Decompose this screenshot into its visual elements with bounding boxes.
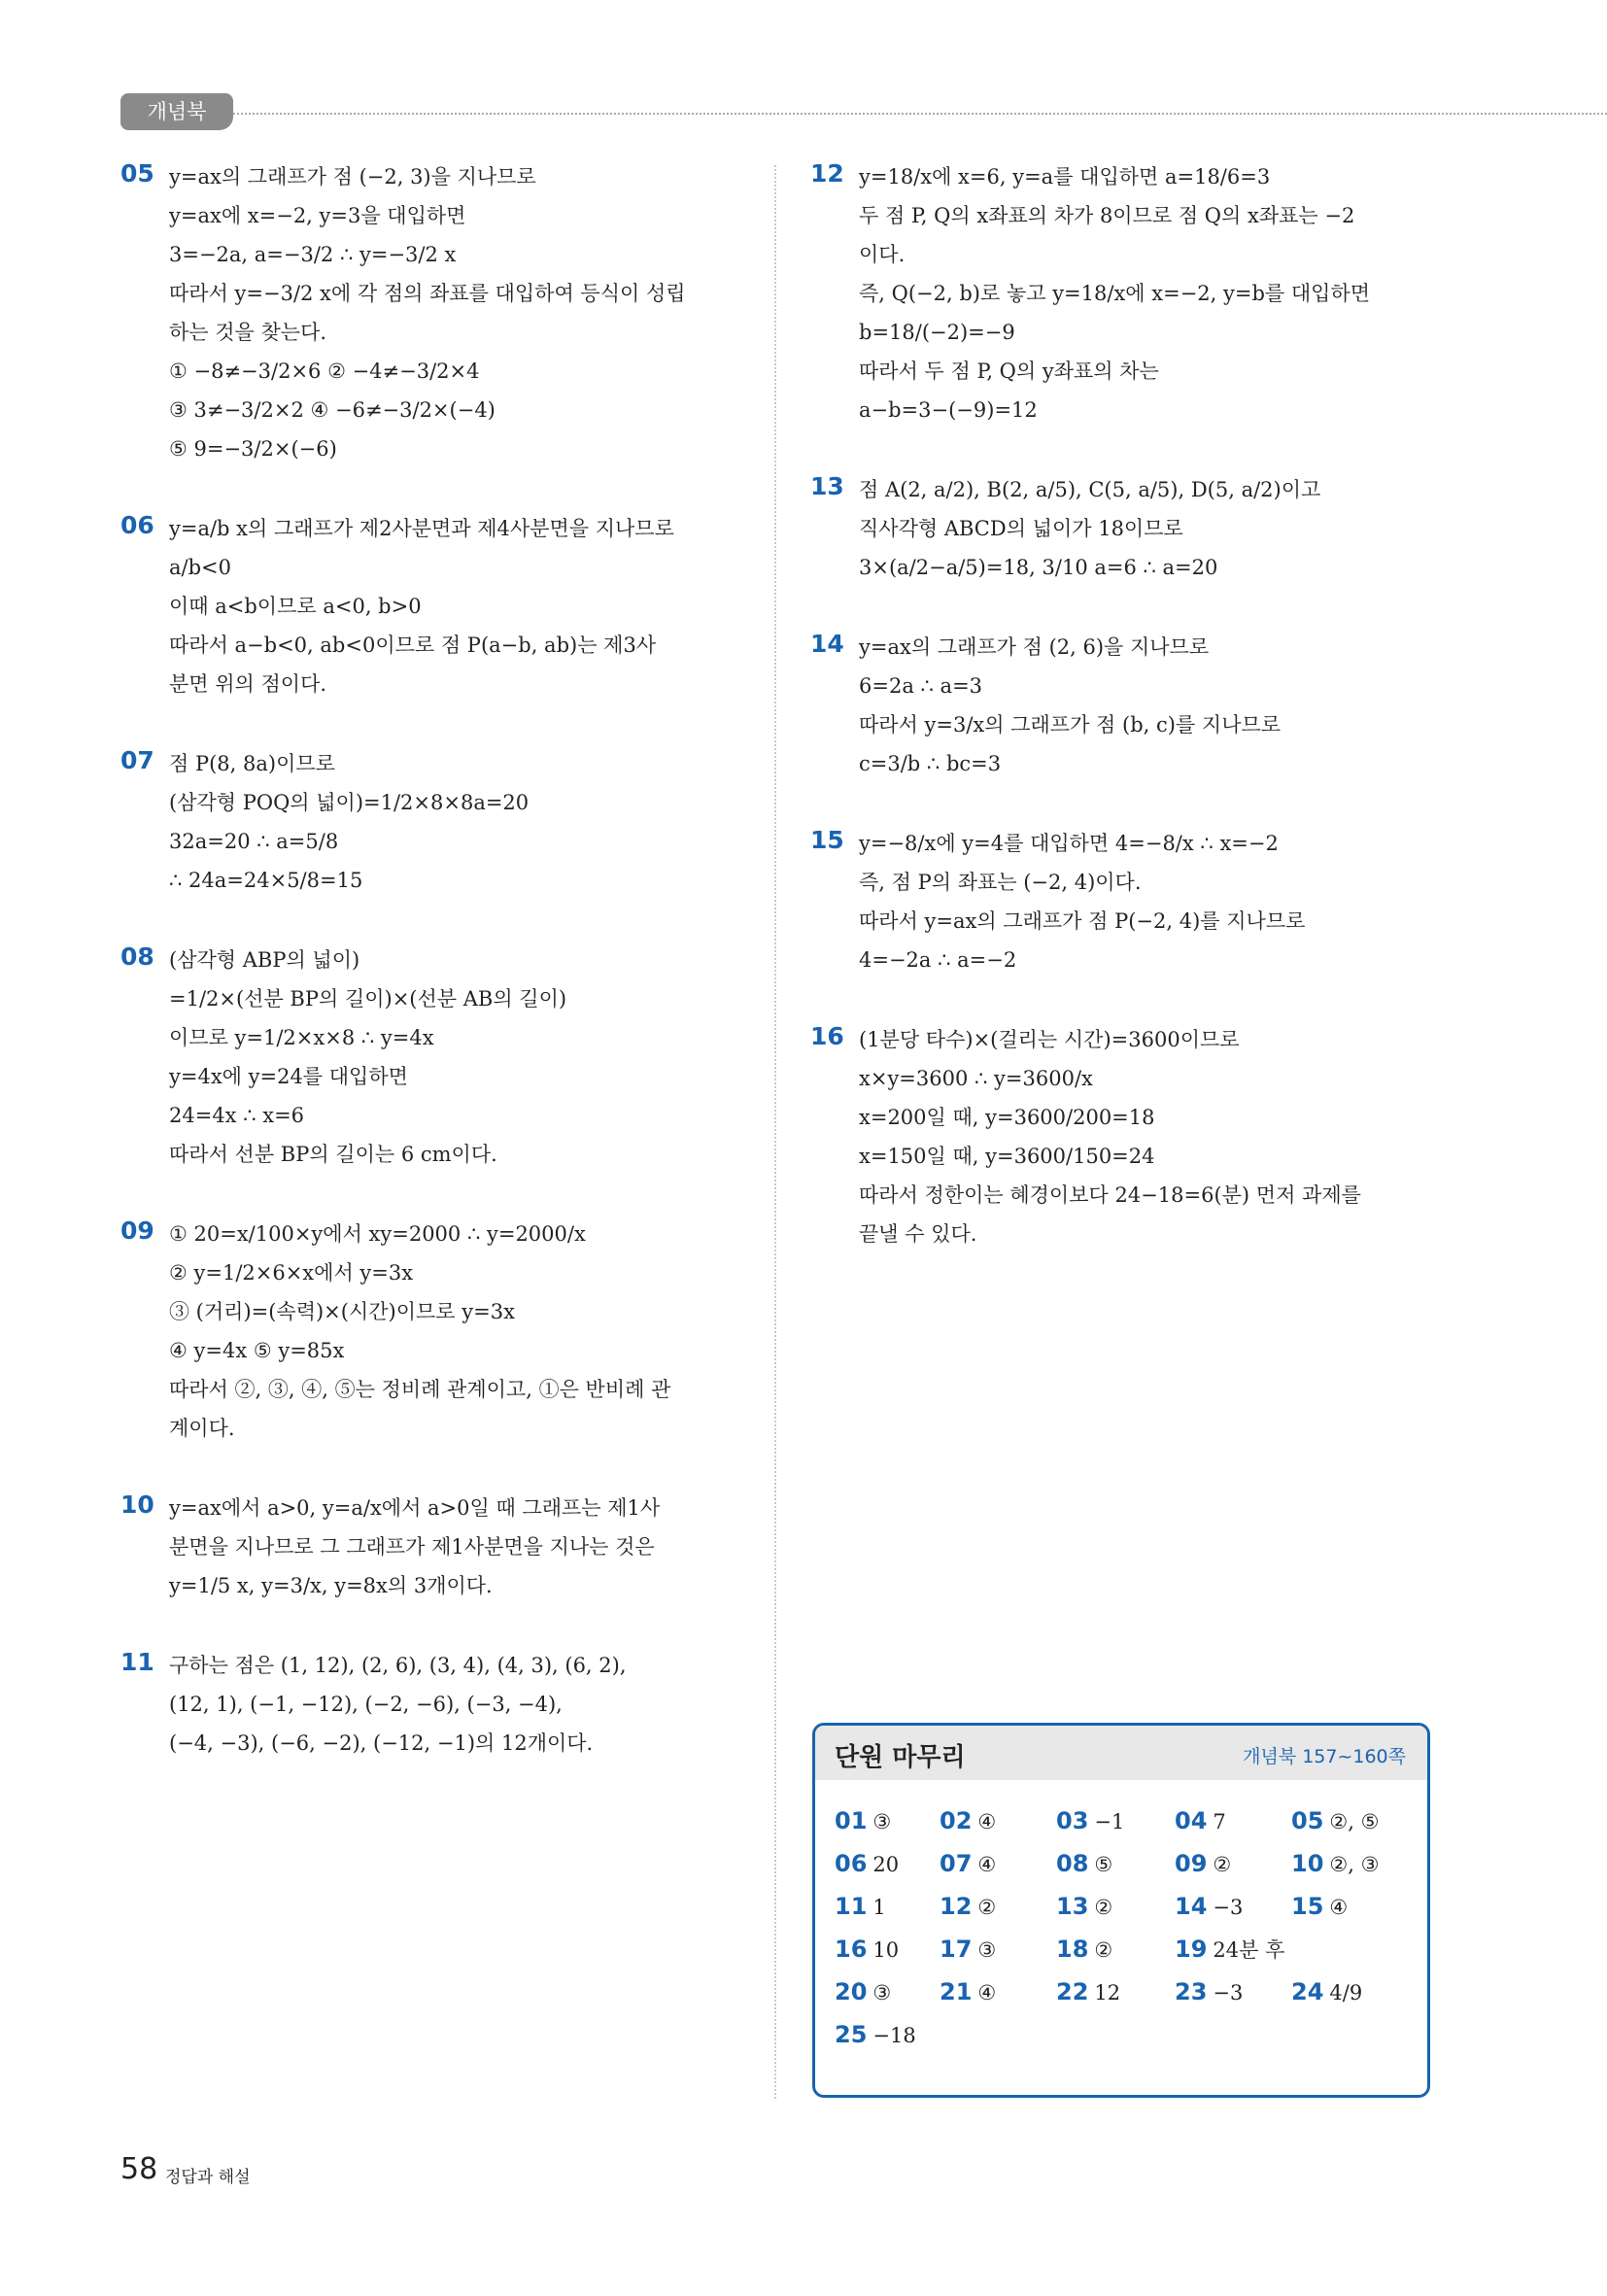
answer-value: ② (1094, 1896, 1113, 1919)
solution-line: 3=−2a, a=−3/2 ∴ y=−3/2 x (169, 243, 457, 266)
answer-value: −3 (1213, 1896, 1244, 1919)
solution-line: 따라서 두 점 P, Q의 y좌표의 차는 (859, 360, 1159, 383)
solution-line: 24=4x ∴ x=6 (169, 1104, 305, 1127)
problem-06 (120, 509, 742, 703)
solution-line: 구하는 점은 (1, 12), (2, 6), (3, 4), (4, 3), (6, 2), (169, 1654, 627, 1677)
answer-number: 16 (835, 1936, 868, 1963)
answer-value: 1 (872, 1896, 886, 1919)
solution-line: 점 P(8, 8a)이므로 (169, 752, 335, 775)
answer-item (1056, 1801, 1124, 1841)
right-column (810, 157, 1432, 1294)
header-rule (233, 113, 1607, 115)
answer-value: 20 (872, 1853, 900, 1876)
answer-item (835, 1930, 899, 1970)
answer-item (1175, 1930, 1284, 1970)
answer-box-title: 단원 마무리 (835, 1743, 966, 1772)
answer-number: 02 (940, 1807, 973, 1834)
solution-line: 6=2a ∴ a=3 (859, 674, 983, 698)
answer-row (835, 1844, 1418, 1887)
solution-line: 따라서 정한이는 혜경이보다 24−18=6(분) 먼저 과제를 (859, 1183, 1361, 1207)
book-section-tab: 개념북 (120, 93, 233, 130)
answer-number: 10 (1291, 1850, 1324, 1877)
answer-number: 19 (1175, 1936, 1208, 1963)
problem-08 (120, 941, 742, 1174)
solution-line: 직사각형 ABCD의 넓이가 18이므로 (859, 517, 1183, 540)
problem-12 (810, 157, 1432, 429)
solution-line: 이다. (859, 243, 906, 266)
unit-review-answer-box (812, 1723, 1430, 2098)
column-divider (774, 165, 776, 2099)
answer-value: ④ (977, 1810, 997, 1833)
answer-value: ②, ⑤ (1329, 1810, 1380, 1833)
problem-07 (120, 744, 742, 900)
problem-10 (120, 1489, 742, 1605)
answer-box-page-reference: 개념북 157~160쪽 (1243, 1746, 1406, 1767)
answer-value: ④ (977, 1981, 997, 2005)
problem-number: 11 (120, 1648, 154, 1676)
answer-value: ② (1094, 1938, 1113, 1962)
answer-grid (835, 1801, 1418, 2058)
solution-line: (12, 1), (−1, −12), (−2, −6), (−3, −4), (169, 1693, 563, 1716)
page-number: 58 (120, 2152, 158, 2186)
answer-value: −3 (1213, 1981, 1244, 2005)
problem-09 (120, 1215, 742, 1448)
answer-value: ② (977, 1896, 997, 1919)
solution-line: 따라서 ②, ③, ④, ⑤는 정비례 관계이고, ①은 반비례 관 (169, 1378, 671, 1401)
solution-line: 분면 위의 점이다. (169, 672, 327, 696)
solution-line: y=ax의 그래프가 점 (−2, 3)을 지나므로 (169, 165, 536, 188)
solution-line: =1/2×(선분 BP의 길이)×(선분 AB의 길이) (169, 987, 567, 1011)
solution-line: b=18/(−2)=−9 (859, 321, 1015, 344)
answer-box-header (815, 1726, 1427, 1780)
answer-item (1175, 1844, 1231, 1884)
solution-line: ③ (거리)=(속력)×(시간)이므로 y=3x (169, 1300, 515, 1323)
problem-number: 06 (120, 511, 154, 539)
answer-number: 05 (1291, 1807, 1324, 1834)
problem-number: 07 (120, 746, 154, 774)
solution-line: y=a/b x의 그래프가 제2사분면과 제4사분면을 지나므로 (169, 517, 674, 540)
answer-number: 04 (1175, 1807, 1208, 1834)
footer-label: 정답과 해설 (165, 2168, 251, 2187)
answer-item (835, 1801, 891, 1841)
answer-item (940, 1801, 996, 1841)
solution-line: y=18/x에 x=6, y=a를 대입하면 a=18/6=3 (859, 165, 1271, 188)
answer-number: 12 (940, 1893, 973, 1920)
answer-item (1175, 1887, 1243, 1927)
problem-number: 13 (810, 472, 844, 500)
answer-item (835, 1972, 891, 2012)
answer-number: 23 (1175, 1978, 1208, 2005)
answer-number: 21 (940, 1978, 973, 2005)
answer-item (1056, 1930, 1112, 1970)
answer-item (940, 1972, 996, 2012)
answer-number: 20 (835, 1978, 868, 2005)
solution-line: a−b=3−(−9)=12 (859, 398, 1038, 422)
solution-line: 3×(a/2−a/5)=18, 3/10 a=6 ∴ a=20 (859, 556, 1218, 579)
solution-line: ∴ 24a=24×5/8=15 (169, 869, 363, 892)
problem-number: 14 (810, 630, 844, 658)
answer-number: 25 (835, 2021, 868, 2048)
answer-number: 11 (835, 1893, 868, 1920)
answer-item (835, 1887, 886, 1927)
problem-number: 05 (120, 159, 154, 188)
answer-number: 14 (1175, 1893, 1208, 1920)
problem-15 (810, 824, 1432, 979)
left-column (120, 157, 742, 1803)
solution-line: x=150일 때, y=3600/150=24 (859, 1145, 1155, 1168)
solution-line: 이때 a<b이므로 a<0, b>0 (169, 595, 422, 618)
solution-line: ③ 3≠−3/2×2 ④ −6≠−3/2×(−4) (169, 398, 496, 422)
answer-number: 13 (1056, 1893, 1089, 1920)
answer-value: ② (1213, 1853, 1232, 1876)
problem-number: 16 (810, 1022, 844, 1050)
solution-line: (삼각형 POQ의 넓이)=1/2×8×8a=20 (169, 791, 530, 814)
solution-line: 이므로 y=1/2×x×8 ∴ y=4x (169, 1026, 434, 1049)
solution-line: y=−8/x에 y=4를 대입하면 4=−8/x ∴ x=−2 (859, 832, 1279, 855)
answer-value: 10 (872, 1938, 900, 1962)
problem-11 (120, 1646, 742, 1763)
answer-value: ④ (1329, 1896, 1349, 1919)
solution-line: 4=−2a ∴ a=−2 (859, 948, 1017, 972)
answer-value: ②, ③ (1329, 1853, 1380, 1876)
answer-value: 12 (1094, 1981, 1121, 2005)
answer-item (835, 2015, 916, 2055)
answer-row (835, 1801, 1418, 1844)
answer-item (940, 1844, 996, 1884)
answer-item (940, 1930, 996, 1970)
answer-value: ③ (872, 1981, 892, 2005)
solution-line: 따라서 y=ax의 그래프가 점 P(−2, 4)를 지나므로 (859, 909, 1306, 933)
solution-line: x×y=3600 ∴ y=3600/x (859, 1067, 1093, 1090)
answer-row (835, 1887, 1418, 1930)
answer-value: 7 (1213, 1810, 1226, 1833)
solution-line: y=ax의 그래프가 점 (2, 6)을 지나므로 (859, 635, 1210, 659)
answer-number: 18 (1056, 1936, 1089, 1963)
answer-row (835, 1930, 1418, 1972)
solution-line: 분면을 지나므로 그 그래프가 제1사분면을 지나는 것은 (169, 1535, 655, 1559)
problem-number: 15 (810, 826, 844, 854)
answer-item (1056, 1972, 1120, 2012)
problem-number: 08 (120, 942, 154, 971)
answer-item (1175, 1972, 1243, 2012)
answer-number: 22 (1056, 1978, 1089, 2005)
solution-line: ⑤ 9=−3/2×(−6) (169, 437, 337, 461)
solution-line: c=3/b ∴ bc=3 (859, 752, 1002, 775)
solution-line: 따라서 y=3/x의 그래프가 점 (b, c)를 지나므로 (859, 713, 1282, 737)
solution-line: y=ax에 x=−2, y=3을 대입하면 (169, 204, 466, 227)
solution-line: ① −8≠−3/2×6 ② −4≠−3/2×4 (169, 360, 480, 383)
answer-number: 17 (940, 1936, 973, 1963)
answer-item (1291, 1844, 1379, 1884)
answer-number: 08 (1056, 1850, 1089, 1877)
answer-item (1056, 1844, 1112, 1884)
solution-line: 점 A(2, a/2), B(2, a/5), C(5, a/5), D(5, a/2)이고 (859, 478, 1321, 501)
answer-number: 15 (1291, 1893, 1324, 1920)
solution-line: 계이다. (169, 1417, 235, 1440)
solution-line: 따라서 a−b<0, ab<0이므로 점 P(a−b, ab)는 제3사 (169, 634, 657, 657)
solution-line: ④ y=4x ⑤ y=85x (169, 1339, 345, 1362)
solution-line: 즉, 점 P의 좌표는 (−2, 4)이다. (859, 871, 1142, 894)
answer-number: 03 (1056, 1807, 1089, 1834)
answer-number: 01 (835, 1807, 868, 1834)
solution-line: y=ax에서 a>0, y=a/x에서 a>0일 때 그래프는 제1사 (169, 1496, 661, 1520)
answer-number: 06 (835, 1850, 868, 1877)
answer-value: 4/9 (1329, 1981, 1363, 2005)
problem-number: 09 (120, 1217, 154, 1245)
solution-line: 두 점 P, Q의 x좌표의 차가 8이므로 점 Q의 x좌표는 −2 (859, 204, 1355, 227)
problem-16 (810, 1020, 1432, 1253)
answer-item (1291, 1972, 1362, 2012)
solution-line: 즉, Q(−2, b)로 놓고 y=18/x에 x=−2, y=b를 대입하면 (859, 282, 1371, 305)
answer-item (1175, 1801, 1226, 1841)
solution-line: x=200일 때, y=3600/200=18 (859, 1106, 1155, 1129)
answer-value: ③ (872, 1810, 892, 1833)
answer-item (1291, 1801, 1379, 1841)
solution-line: (삼각형 ABP의 넓이) (169, 948, 360, 972)
solution-line: 32a=20 ∴ a=5/8 (169, 830, 339, 853)
solution-line: (1분당 타수)×(걸리는 시간)=3600이므로 (859, 1028, 1240, 1051)
answer-item (835, 1844, 899, 1884)
answer-value: −18 (872, 2024, 916, 2047)
answer-item (1056, 1887, 1112, 1927)
answer-value: ③ (977, 1938, 997, 1962)
answer-row (835, 2015, 1418, 2058)
answer-value: ④ (977, 1853, 997, 1876)
problem-13 (810, 470, 1432, 587)
answer-item (940, 1887, 996, 1927)
answer-number: 24 (1291, 1978, 1324, 2005)
solution-line: y=4x에 y=24를 대입하면 (169, 1065, 408, 1088)
answer-number: 07 (940, 1850, 973, 1877)
problem-05 (120, 157, 742, 468)
solution-line: ② y=1/2×6×x에서 y=3x (169, 1261, 414, 1285)
answer-value: −1 (1094, 1810, 1125, 1833)
solution-line: 하는 것을 찾는다. (169, 321, 327, 344)
answer-number: 09 (1175, 1850, 1208, 1877)
solution-line: a/b<0 (169, 556, 231, 579)
solution-line: ① 20=x/100×y에서 xy=2000 ∴ y=2000/x (169, 1222, 586, 1246)
solution-line: (−4, −3), (−6, −2), (−12, −1)의 12개이다. (169, 1731, 594, 1755)
problem-number: 12 (810, 159, 844, 188)
answer-row (835, 1972, 1418, 2015)
problem-14 (810, 628, 1432, 783)
solution-line: 따라서 선분 BP의 길이는 6 cm이다. (169, 1143, 497, 1166)
problem-number: 10 (120, 1491, 154, 1519)
answer-value: 24분 후 (1213, 1938, 1285, 1962)
answer-item (1291, 1887, 1348, 1927)
solution-line: 따라서 y=−3/2 x에 각 점의 좌표를 대입하여 등식이 성립 (169, 282, 686, 305)
solution-line: 끝낼 수 있다. (859, 1222, 977, 1246)
answer-value: ⑤ (1094, 1853, 1113, 1876)
solution-line: y=1/5 x, y=3/x, y=8x의 3개이다. (169, 1574, 493, 1597)
